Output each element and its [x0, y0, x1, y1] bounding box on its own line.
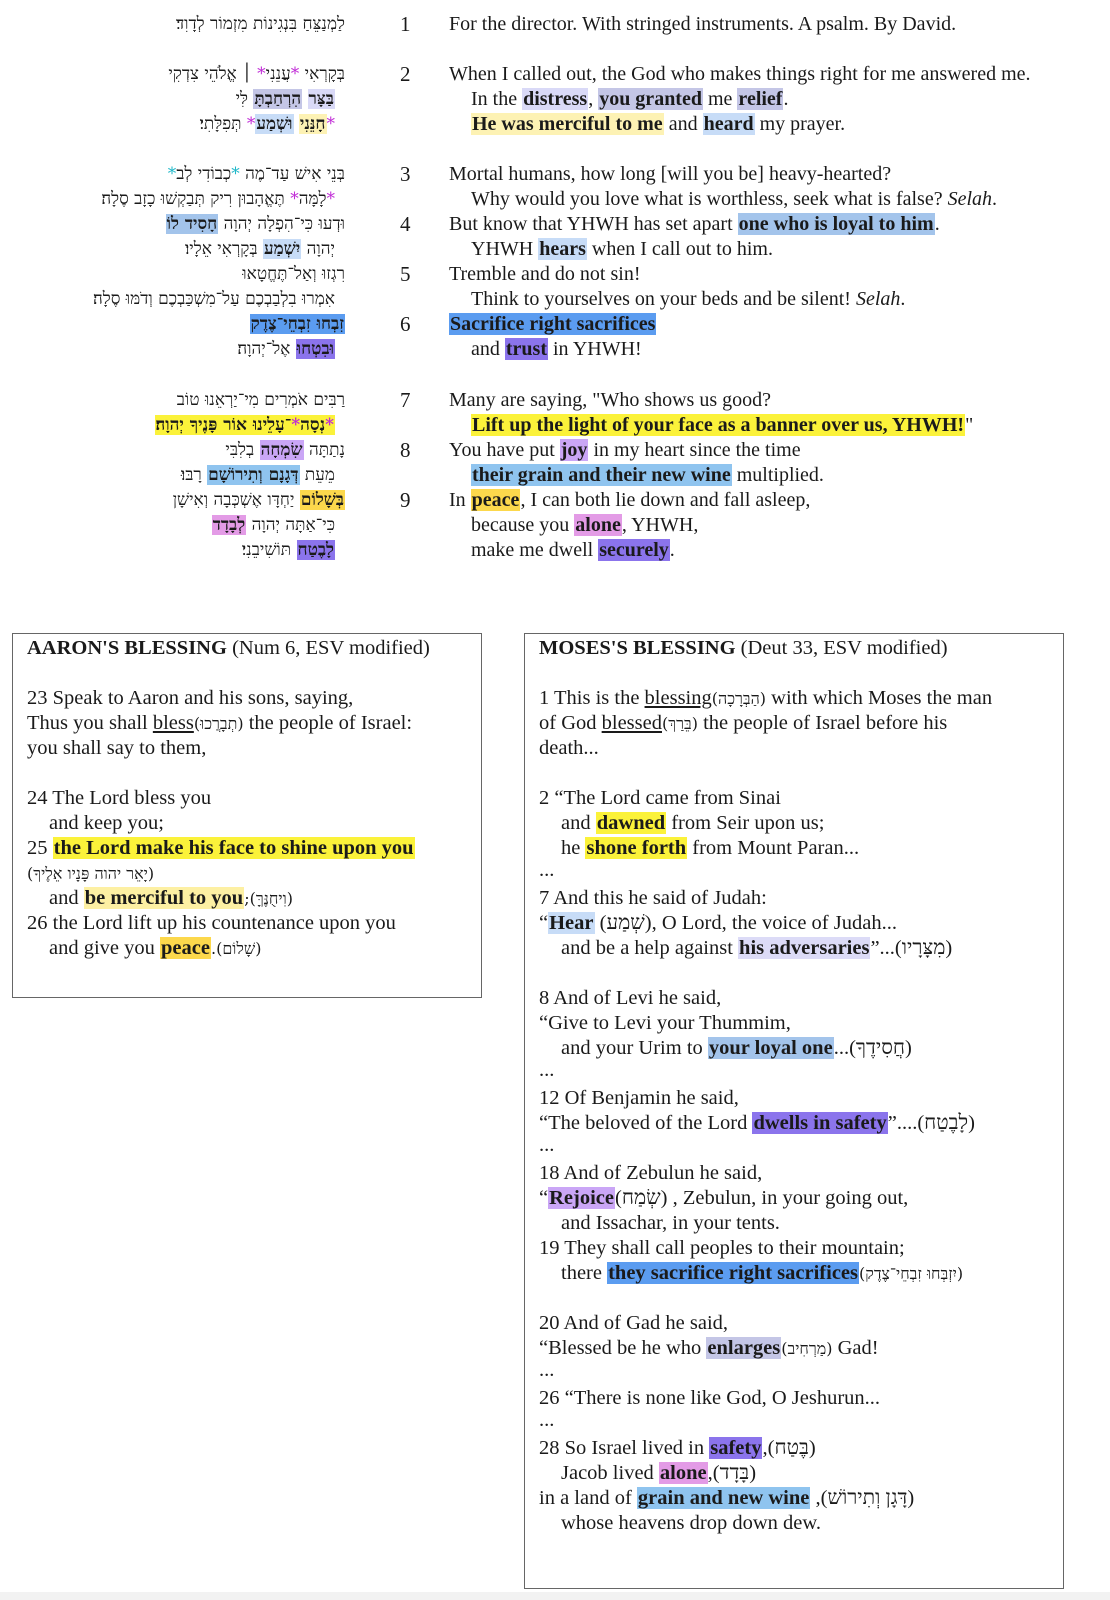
hebrew-text: בְּנֵי אִישׁ עַד־מֶה	[239, 164, 345, 184]
highlight-dawned: dawned	[596, 812, 666, 834]
text: and	[561, 812, 596, 834]
highlight-light-of-face: *נְסָה*־עָלֵינוּ אוֹר פָּנֶיךָ יְהוָה׃	[155, 415, 334, 435]
highlight-distress: בַּצָּר	[308, 89, 334, 109]
text: and	[663, 113, 703, 135]
box-line	[561, 811, 824, 836]
english-line	[471, 187, 997, 212]
english-line: For the director. With stringed instruments. A psalm. By David.	[449, 13, 957, 35]
highlight-granted-relief: הִרְחַבְתָּ	[254, 89, 302, 109]
hebrew-line	[212, 513, 335, 538]
hebrew-text: תְּפִלָּתִי׃	[199, 114, 247, 134]
english-line	[471, 538, 675, 563]
box-line	[539, 686, 992, 711]
box-line	[49, 936, 261, 961]
hebrew-line: לַמְנַצֵּחַ בִּנְגִינוֹת מִזְמוֹר לְדָוִד׃	[175, 14, 345, 34]
english-line	[449, 488, 810, 513]
text: 25	[27, 837, 53, 859]
text: .	[669, 539, 675, 561]
text: ”...(מִצָּרָיו)	[870, 937, 953, 959]
hebrew-gloss: (הַבְּרָכָה)	[711, 689, 767, 708]
text: my prayer.	[754, 113, 846, 135]
hebrew-line	[181, 463, 335, 488]
box-line	[49, 886, 293, 911]
box-line	[561, 1261, 963, 1286]
text: You have put	[449, 439, 560, 461]
highlight-dwells-safety: dwells in safety	[753, 1112, 887, 1134]
highlight-rejoice: Rejoice	[549, 1187, 614, 1209]
box-line	[539, 1486, 914, 1511]
hebrew-line	[199, 112, 335, 137]
ellipsis: ...	[539, 1359, 555, 1381]
text: “	[539, 912, 549, 934]
highlight-alone: alone	[659, 1462, 707, 1484]
hebrew-text: יְהוָה	[301, 239, 335, 259]
highlight-joy: joy	[560, 439, 588, 461]
verse-number: 3	[400, 162, 411, 186]
hebrew-text: לָמָּה	[298, 189, 327, 209]
verse-number: 4	[400, 212, 411, 236]
hebrew-text: ׀ אֱלֹהֵי צִדְקִי	[168, 64, 258, 84]
hebrew-line: רַבִּים אֹמְרִים מִי־יַרְאֵנוּ טוֹב	[176, 390, 345, 410]
text: and	[471, 338, 505, 360]
text: ,	[588, 88, 599, 110]
highlight-loyal-one: your loyal one	[708, 1037, 833, 1059]
highlight-joy: שִׂמְחָה	[260, 440, 303, 460]
text: in my heart since the time	[588, 439, 801, 461]
star-marker: *	[290, 64, 300, 84]
hebrew-text: בְלִבִּי	[225, 440, 260, 460]
text: the people of Israel before his	[697, 712, 948, 734]
box-line: you shall say to them,	[27, 737, 207, 759]
hebrew-text: כְבוֹדִי לְב	[176, 164, 232, 184]
text: Jacob lived	[561, 1462, 659, 1484]
box-line	[561, 1036, 912, 1061]
box-line: and keep you;	[49, 812, 164, 834]
english-line	[471, 413, 973, 438]
hebrew-line: רִגְזוּ וְאַל־תֶּחֱטָאוּ	[242, 264, 345, 284]
ellipsis: ...	[539, 1134, 555, 1156]
text: .	[783, 88, 789, 110]
highlight-sacrifice: Sacrifice right sacrifices	[450, 313, 656, 335]
text: Why would you love what is worthless, seek what is false?	[471, 188, 948, 210]
text: .	[934, 213, 940, 235]
text: "	[965, 414, 974, 436]
hebrew-text: כִּי־אַתָּה יְהוָה	[246, 515, 335, 535]
box-line	[539, 711, 947, 736]
verse-number: 9	[400, 488, 411, 512]
hebrew-text: תּוֹשִׁיבֵנִי׃	[241, 540, 297, 560]
star-marker: *	[290, 189, 299, 209]
hebrew-line	[242, 538, 335, 563]
box-title	[27, 636, 430, 661]
highlight-merciful: חָנֵּנִי	[299, 114, 326, 134]
highlight-sacrifice: זִבְחוּ זִבְחֵי־צֶדֶק	[250, 314, 344, 334]
hebrew-line	[166, 212, 345, 237]
star-marker: *	[326, 114, 335, 134]
selah: Selah	[855, 288, 901, 310]
star-marker: *	[246, 114, 256, 134]
hebrew-gloss: (יִזְבְּחוּ זִבְחֵי־צֶדֶק)	[859, 1264, 964, 1283]
text: In	[449, 489, 471, 511]
verse-number: 1	[400, 12, 411, 36]
hebrew-line	[236, 87, 335, 112]
english-line: Tremble and do not sin!	[449, 263, 641, 285]
box-line: death...	[539, 737, 599, 759]
english-line	[449, 312, 656, 337]
highlight-heard: וּשְׁמַע	[256, 114, 293, 134]
box-line: 26 “There is none like God, O Jeshurun...	[539, 1387, 881, 1409]
highlight-enlarges: enlarges	[707, 1337, 781, 1359]
hebrew-gloss: .(שָׁלוֹם)	[210, 939, 262, 958]
highlight-light-of-face: Lift up the light of your face as a banner over us, YHWH!	[472, 414, 965, 436]
text: , YHWH,	[621, 514, 699, 536]
highlight-sacrifice: they sacrifice right sacrifices	[608, 1262, 858, 1284]
highlight-shone-forth: shone forth	[586, 837, 687, 859]
aarons-blessing-box	[12, 633, 482, 998]
hebrew-text: בְּקָרְאִי	[299, 64, 345, 84]
hebrew-text: אֶל־יְהוָה׃	[237, 339, 296, 359]
hebrew-text: תֶּאֱהָבוּן רִיק תְּבַקְשׁוּ כָזָב סֶלָה׃	[101, 189, 291, 209]
text: of God	[539, 712, 602, 734]
ellipsis: ...	[539, 859, 555, 881]
text: from Mount Paran...	[687, 837, 860, 859]
hebrew-text: רָבּוּ׃	[180, 465, 208, 485]
text: Gad!	[832, 1337, 879, 1359]
hebrew-text: יַחְדָּו אֶשְׁכְּבָה וְאִישָׁן	[172, 490, 300, 510]
hebrew-gloss: (מַרְחִיב)	[781, 1339, 833, 1358]
text: in a land of	[539, 1487, 637, 1509]
highlight-peace: peace	[471, 489, 520, 511]
star-marker: *	[231, 164, 240, 184]
box-line	[539, 911, 897, 936]
box-line: 2 “The Lord came from Sinai	[539, 787, 781, 809]
highlight-trust: trust	[505, 338, 547, 360]
box-line	[27, 861, 154, 886]
text: .	[900, 288, 906, 310]
hebrew-line	[250, 312, 345, 337]
highlight-heard: heard	[703, 113, 754, 135]
text: .	[992, 188, 998, 210]
hebrew-gloss: (יָאֵר יהוה פָּנָיו אֵלֶיךָ)	[27, 864, 155, 883]
text: and be a help against	[561, 937, 739, 959]
text: and	[49, 887, 84, 909]
verse-number: 8	[400, 438, 411, 462]
english-line	[449, 212, 940, 237]
box-line	[561, 936, 952, 961]
star-marker: *	[291, 415, 301, 435]
highlight-peace: peace	[161, 937, 210, 959]
hebrew-gloss: (בֵּרַךְ)	[662, 714, 698, 733]
highlight-securely: securely	[599, 539, 669, 561]
text: when I call out to him.	[586, 238, 773, 260]
highlight-alone: alone	[575, 514, 621, 536]
text: In the	[471, 88, 523, 110]
box-line: 23 Speak to Aaron and his sons, saying,	[27, 687, 354, 709]
text: YHWH	[471, 238, 539, 260]
hebrew-text: מֵעֵת	[299, 465, 335, 485]
english-line	[471, 337, 642, 362]
text: 1 This is the	[539, 687, 645, 709]
hebrew-gloss: ;(וִיחֻנֶּךָּ)	[244, 889, 293, 908]
text: make me dwell	[471, 539, 599, 561]
text: ,(בֶּטַח)	[762, 1437, 816, 1459]
box-line	[539, 1436, 816, 1461]
hebrew-text: בְּקָרְאִי אֵלָיו׃	[184, 239, 264, 259]
text: with which Moses the man	[766, 687, 993, 709]
text: “Blessed be he who	[539, 1337, 707, 1359]
hebrew-line	[237, 337, 335, 362]
hebrew-text: נָתַתָּה	[303, 440, 345, 460]
hebrew-line	[225, 438, 345, 463]
text: ...(חֲסִידֶךָ)	[833, 1037, 912, 1059]
hebrew-line	[185, 237, 335, 262]
text: there	[561, 1262, 608, 1284]
box-line	[539, 1111, 975, 1136]
highlight-relief: relief	[738, 88, 783, 110]
text: because you	[471, 514, 575, 536]
highlight-hear: Hear	[549, 912, 594, 934]
hebrew-text: לִּי	[235, 89, 248, 109]
underlined-word: blessed	[601, 712, 662, 734]
highlight-grain-wine: דְּגָנָם וְתִירוֹשָׁם	[208, 465, 299, 485]
star-marker: *	[257, 64, 266, 84]
text: multiplied.	[731, 464, 824, 486]
highlight-merciful: He was merciful to me	[472, 113, 663, 135]
text: ,(בָּדָד)	[707, 1462, 757, 1484]
text: ”....(לָבֶטַח)	[887, 1112, 975, 1134]
highlight-grain-wine: grain and new wine	[637, 1487, 810, 1509]
english-line	[471, 112, 845, 137]
text: Think to yourselves on your beds and be silent!	[471, 288, 856, 310]
highlight-you-granted: you granted	[599, 88, 702, 110]
text: “The beloved of the Lord	[539, 1112, 753, 1134]
text: , I can both lie down and fall asleep,	[520, 489, 811, 511]
hebrew-line: אִמְרוּ בִלְבַבְכֶם עַל־מִשְׁכַּבְכֶם וְדֹמּוּ סֶלָה׃	[92, 289, 335, 309]
highlight-merciful: be merciful to you	[84, 887, 244, 909]
ellipsis: ...	[539, 1409, 555, 1431]
hebrew-line	[168, 62, 345, 87]
text: he	[561, 837, 586, 859]
text: (שְׂמַח) , Zebulun, in your going out,	[614, 1187, 909, 1209]
text: Thus you shall	[27, 712, 153, 734]
box-line: 12 Of Benjamin he said,	[539, 1087, 739, 1109]
highlight-alone: לְבָדָד	[212, 515, 246, 535]
verse-number: 7	[400, 388, 411, 412]
hebrew-line	[101, 187, 335, 212]
english-line: Many are saying, "Who shows us good?	[449, 389, 772, 411]
verse-number: 6	[400, 312, 411, 336]
text: and your Urim to	[561, 1037, 708, 1059]
moses-blessing-box	[524, 633, 1064, 1589]
english-line: Mortal humans, how long [will you be] heavy-hearted?	[449, 163, 892, 185]
title-bold: AARON'S BLESSING	[27, 637, 227, 659]
underlined-word: blessing	[644, 687, 712, 709]
box-line: “Give to Levi your Thummim,	[539, 1012, 791, 1034]
box-line: 8 And of Levi he said,	[539, 987, 722, 1009]
box-line: and Issachar, in your tents.	[561, 1212, 780, 1234]
text: ,(דָּגָן וְתִירוֹשׁ)	[810, 1487, 915, 1509]
english-line	[471, 463, 824, 488]
highlight-loyal-one: חָסִיד לוֹ	[166, 214, 218, 234]
ellipsis: ...	[539, 1059, 555, 1081]
box-line: 18 And of Zebulun he said,	[539, 1162, 763, 1184]
highlight-face-shine: the Lord make his face to shine upon you	[53, 837, 414, 859]
highlight-safety: safety	[710, 1437, 762, 1459]
highlight-adversaries: his adversaries	[739, 937, 870, 959]
box-line	[27, 836, 415, 861]
selah: Selah	[947, 188, 993, 210]
verse-number: 5	[400, 262, 411, 286]
box-line: 26 the Lord lift up his countenance upon you	[27, 912, 396, 934]
highlight-grain-wine: their grain and their new wine	[472, 464, 731, 486]
hebrew-text: וּדְעוּ כִּי־הִפְלָה יְהוָה	[218, 214, 345, 234]
text: in YHWH!	[548, 338, 642, 360]
english-line	[449, 438, 801, 463]
text: “	[539, 1187, 549, 1209]
english-line	[471, 87, 788, 112]
text: the people of Israel:	[243, 712, 413, 734]
box-line: 20 And of Gad he said,	[539, 1312, 729, 1334]
highlight-peace: בְּשָׁלוֹם	[300, 490, 344, 510]
highlight-trust: וּבִטְחוּ	[296, 339, 334, 359]
highlight-hears: יִשְׁמַע	[264, 239, 301, 259]
box-line	[27, 711, 412, 736]
text: But know that YHWH has set apart	[449, 213, 738, 235]
box-line: whose heavens drop down dew.	[561, 1512, 821, 1534]
highlight-loyal-one: one who is loyal to him	[738, 213, 934, 235]
text: (שְׁמַע), O Lord, the voice of Judah...	[594, 912, 897, 934]
box-line: 24 The Lord bless you	[27, 787, 212, 809]
english-line	[471, 237, 773, 262]
hebrew-text: עֲנֵנִי	[265, 64, 291, 84]
box-line	[539, 1186, 908, 1211]
english-line	[471, 287, 905, 312]
hebrew-gloss: (תְבָרֲכוּ)	[193, 714, 244, 733]
hebrew-line	[155, 413, 336, 438]
title-rest: (Num 6, ESV modified)	[226, 637, 430, 659]
star-marker: *	[326, 189, 335, 209]
hebrew-line	[168, 162, 345, 187]
underlined-word: bless	[152, 712, 194, 734]
verse-number: 2	[400, 62, 411, 86]
title-bold: MOSES'S BLESSING	[539, 637, 736, 659]
star-marker: *	[325, 415, 334, 435]
box-line	[561, 836, 859, 861]
box-line: 19 They shall call peoples to their mountain;	[539, 1237, 905, 1259]
box-line	[561, 1461, 756, 1486]
highlight-securely: לָבֶטַח	[297, 540, 334, 560]
text: me	[702, 88, 738, 110]
hebrew-line	[173, 488, 345, 513]
english-line	[471, 513, 698, 538]
highlight-distress: distress	[523, 88, 588, 110]
box-title	[539, 636, 948, 661]
text: and give you	[49, 937, 161, 959]
highlight-hears: hears	[539, 238, 586, 260]
title-rest: (Deut 33, ESV modified)	[735, 637, 948, 659]
page-bottom-strip	[0, 1592, 1110, 1600]
text: 28 So Israel lived in	[539, 1437, 710, 1459]
star-marker: *	[167, 164, 177, 184]
text: from Seir upon us;	[666, 812, 825, 834]
box-line	[539, 1336, 879, 1361]
english-line: When I called out, the God who makes things right for me answered me.	[449, 63, 1031, 85]
box-line: 7 And this he said of Judah:	[539, 887, 767, 909]
